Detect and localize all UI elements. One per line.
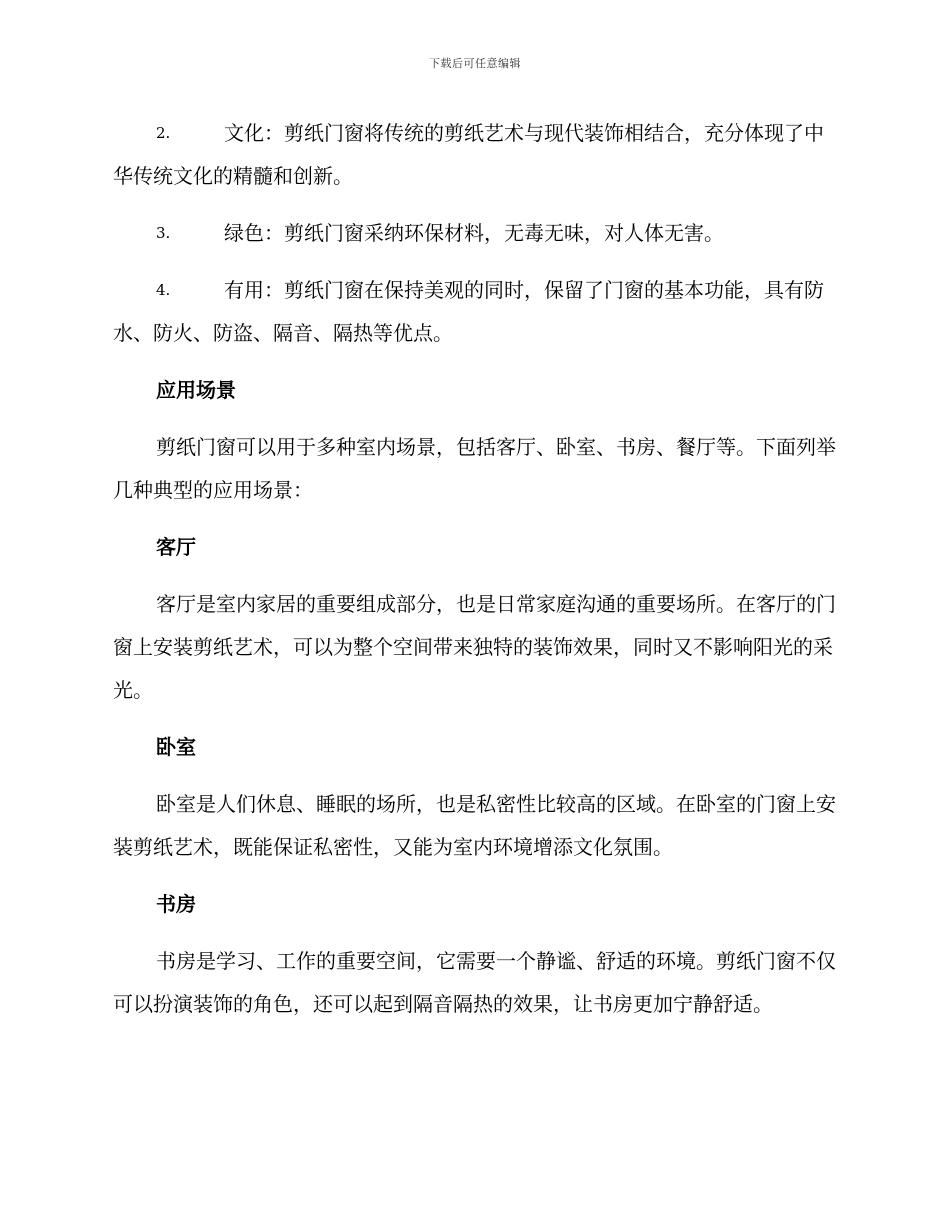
list-item-number: 2. (156, 124, 171, 142)
section-heading-bedroom: 卧室 (156, 735, 196, 759)
document-body (113, 112, 837, 1040)
list-item-number: 4. (156, 281, 171, 299)
paragraph-bedroom: 卧室是人们休息、睡眠的场所，也是私密性比较高的区域。在卧室的门窗上安装剪纸艺术，既能保证私密性，又能为室内环境增添文化氛围。 (113, 792, 836, 859)
list-item (113, 212, 837, 255)
list-item-number: 3. (156, 224, 171, 242)
list-item-text: 绿色：剪纸门窗采纳环保材料，无毒无味，对人体无害。 (224, 221, 724, 245)
paragraph-scenes-intro: 剪纸门窗可以用于多种室内场景，包括客厅、卧室、书房、餐厅等。下面列举几种典型的应用场景： (113, 435, 836, 502)
list-item (113, 269, 837, 355)
paragraph-study: 书房是学习、工作的重要空间，它需要一个静谧、舒适的环境。剪纸门窗不仅可以扮演装饰的角色，还可以起到隔音隔热的效果，让书房更加宁静舒适。 (113, 949, 836, 1016)
section-heading-scenes: 应用场景 (156, 378, 236, 402)
list-item-text: 有用：剪纸门窗在保持美观的同时，保留了门窗的基本功能，具有防水、防火、防盗、隔音、隔热等优点。 (113, 278, 824, 345)
paragraph-living-room: 客厅是室内家居的重要组成部分，也是日常家庭沟通的重要场所。在客厅的门窗上安装剪纸艺术，可以为整个空间带来独特的装饰效果，同时又不影响阳光的采光。 (113, 592, 836, 702)
section-heading-study: 书房 (156, 892, 196, 916)
list-item (113, 112, 837, 198)
list-item-text: 文化：剪纸门窗将传统的剪纸艺术与现代装饰相结合，充分体现了中华传统文化的精髓和创新。 (113, 121, 824, 188)
page-header: 下载后可任意编辑 (429, 57, 521, 70)
section-heading-living-room: 客厅 (156, 535, 196, 559)
